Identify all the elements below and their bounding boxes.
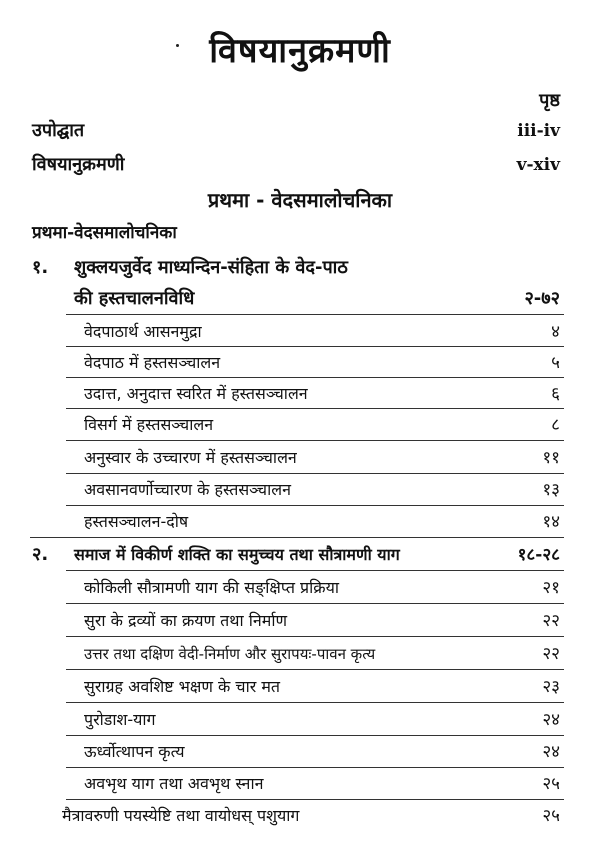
- chapter-number: २.: [32, 544, 49, 565]
- toc-item-label: वेदपाठ में हस्तसञ्चालन: [84, 353, 221, 372]
- toc-item-page: ६: [551, 384, 560, 404]
- divider: [66, 669, 564, 670]
- toc-item: [0, 379, 600, 409]
- toc-item: [0, 672, 600, 702]
- toc-item-label: कोकिली सौत्रामणी याग की सङ्क्षिप्त प्रक्रिया: [84, 578, 339, 597]
- toc-item-page: ५: [551, 353, 560, 373]
- toc-item-label: पुरोडाश-याग: [84, 710, 156, 729]
- chapter-heading: [0, 540, 600, 570]
- toc-item-label: विसर्ग में हस्तसञ्चालन: [84, 415, 214, 434]
- divider: [66, 702, 564, 703]
- divider: [66, 636, 564, 637]
- toc-item: [0, 606, 600, 636]
- toc-item: [0, 443, 600, 473]
- toc-item: [0, 348, 600, 378]
- toc-entry-label: उपोद्घात: [32, 120, 85, 141]
- toc-item: [0, 317, 600, 347]
- toc-item: [0, 410, 600, 440]
- toc-entry-front-matter: [0, 150, 600, 180]
- toc-item-page: २५: [542, 806, 560, 826]
- toc-entry-label: विषयानुक्रमणी: [32, 154, 125, 175]
- divider: [66, 799, 564, 800]
- page-column-header: पृष्ठ: [539, 90, 560, 111]
- section-heading: प्रथमा - वेदसमालोचनिका: [207, 188, 393, 212]
- toc-item-page: ११: [542, 448, 560, 468]
- divider: [66, 505, 564, 506]
- divider: [66, 570, 564, 571]
- chapter-title: की हस्तचालनविधि: [74, 288, 195, 309]
- toc-item: [0, 705, 600, 735]
- divider: [66, 346, 564, 347]
- chapter-title: शुक्लयजुर्वेद माध्यन्दिन-संहिता के वेद-पाठ: [74, 257, 348, 278]
- toc-item-page: २४: [542, 742, 560, 762]
- divider: [66, 408, 564, 409]
- toc-item: [0, 507, 600, 537]
- chapter-page-range: १८-२८: [517, 545, 560, 565]
- toc-item-label: सुरा के द्रव्यों का क्रयण तथा निर्माण: [84, 611, 288, 630]
- toc-item: [0, 639, 600, 669]
- toc-item: [0, 737, 600, 767]
- toc-item-page: ८: [551, 415, 560, 435]
- toc-item-page: २२: [542, 611, 560, 631]
- divider: [66, 314, 564, 315]
- toc-item-page: २५: [542, 774, 560, 794]
- toc-item: [0, 801, 600, 831]
- toc-entry-page: iii-iv: [517, 121, 560, 141]
- chapter-heading: [0, 253, 600, 283]
- page-title: विषयानुक्रमणी: [209, 31, 391, 71]
- toc-item-label: सुराग्रह अवशिष्ट भक्षण के चार मत: [84, 677, 281, 696]
- toc-item-label: हस्तसञ्चालन-दोष: [84, 512, 189, 531]
- toc-item-page: २१: [542, 578, 560, 598]
- divider: [66, 440, 564, 441]
- toc-item: [0, 769, 600, 799]
- toc-entry-front-matter: [0, 116, 600, 146]
- ink-speck: [176, 44, 179, 47]
- toc-item-page: २३: [542, 677, 560, 697]
- toc-item-label: ऊर्ध्वोत्थापन कृत्य: [84, 742, 185, 761]
- toc-entry-page: v-xiv: [516, 155, 560, 175]
- divider: [66, 767, 564, 768]
- divider: [66, 603, 564, 604]
- chapter-page-range: २-७२: [524, 288, 560, 309]
- toc-item-label: अवसानवर्णोच्चारण के हस्तसञ्चालन: [84, 480, 291, 499]
- toc-item-label: उदात्त, अनुदात्त स्वरित में हस्तसञ्चालन: [84, 384, 308, 403]
- toc-item-label: मैत्रावरुणी पयस्येष्टि तथा वायोधस् पशुयाग: [62, 806, 300, 825]
- divider: [30, 537, 564, 538]
- chapter-title: समाज में विकीर्ण शक्ति का समुच्चय तथा सौत्रामणी याग: [74, 545, 400, 564]
- toc-item-page: १३: [542, 480, 560, 500]
- divider: [66, 735, 564, 736]
- toc-item: [0, 573, 600, 603]
- divider: [66, 377, 564, 378]
- toc-item-page: २४: [542, 710, 560, 730]
- toc-item-page: ४: [551, 322, 560, 342]
- toc-item-label: अवभृथ याग तथा अवभृथ स्नान: [84, 774, 264, 793]
- chapter-heading-continued: [0, 284, 600, 314]
- chapter-number: १.: [32, 257, 49, 278]
- toc-item: [0, 475, 600, 505]
- sub-heading: प्रथमा-वेदसमालोचनिका: [32, 223, 177, 243]
- divider: [66, 473, 564, 474]
- toc-item-page: १४: [542, 512, 560, 532]
- toc-item-page: २२: [542, 644, 560, 664]
- toc-item-label: अनुस्वार के उच्चारण में हस्तसञ्चालन: [84, 448, 297, 467]
- toc-item-label: उत्तर तथा दक्षिण वेदी-निर्माण और सुरापयः-पावन कृत्य: [84, 645, 376, 663]
- toc-item-label: वेदपाठार्थ आसनमुद्रा: [84, 322, 202, 341]
